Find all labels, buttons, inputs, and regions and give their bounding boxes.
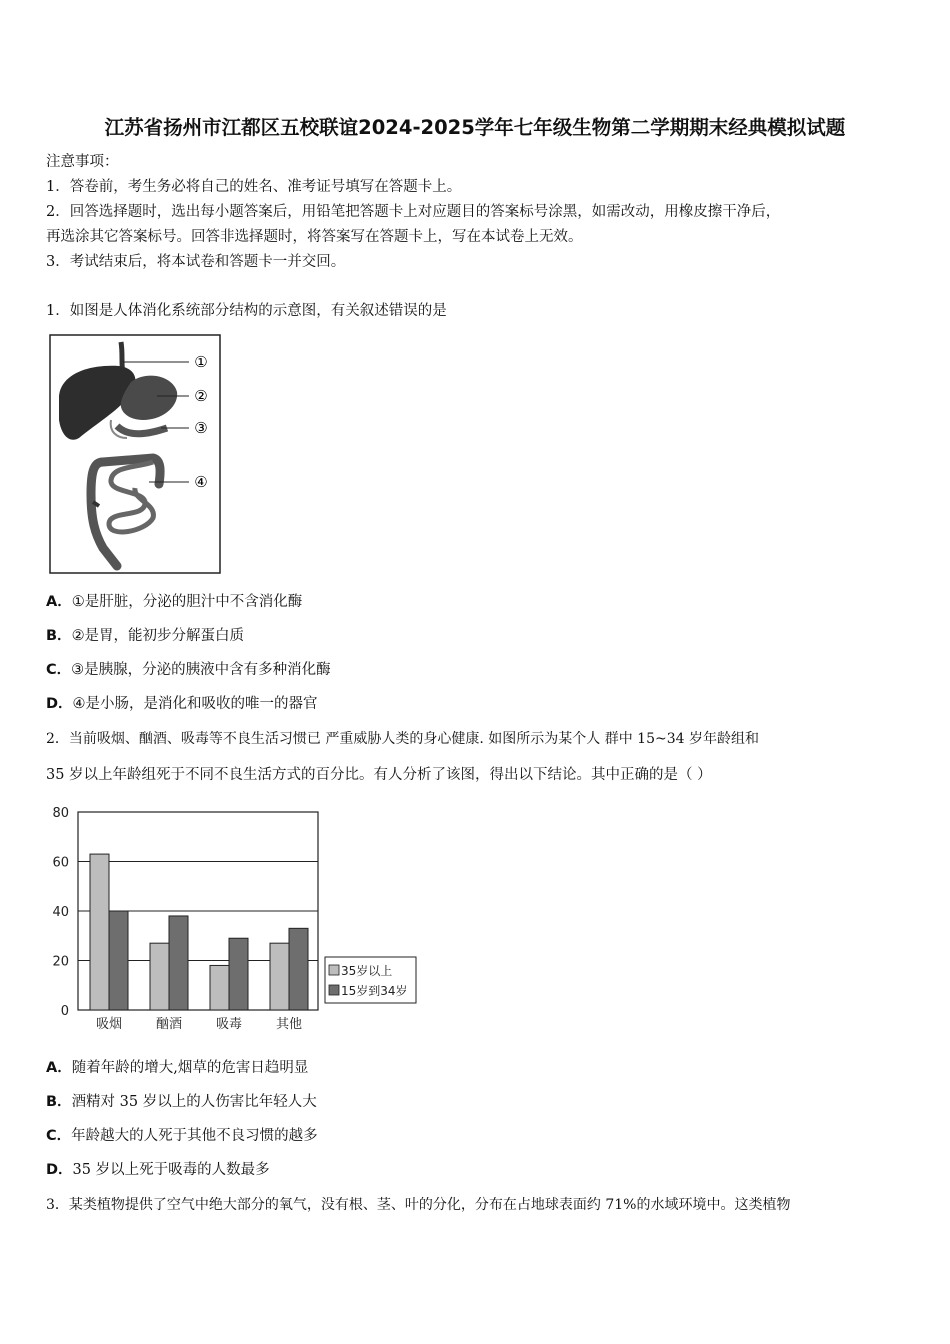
- y-tick-label: 0: [60, 1004, 69, 1019]
- digestive-system-figure: [49, 334, 221, 574]
- label-2: ②: [194, 387, 208, 405]
- x-tick-label: 吸烟: [95, 1017, 123, 1032]
- option-letter: B．: [46, 628, 72, 644]
- notice-item-2: 2．回答选择题时，选出每小题答案后，用铅笔把答题卡上对应题目的答案标号涂黑，如需改动，用橡皮擦干净后，: [46, 204, 781, 220]
- notice-heading: 注意事项：: [46, 154, 119, 170]
- x-tick-label: 其他: [275, 1017, 303, 1032]
- notice-item-1: 1．答卷前，考生务必将自己的姓名、准考证号填写在答题卡上。: [46, 179, 462, 195]
- legend-label: 15岁到34岁: [341, 984, 408, 998]
- option-text: 随着年龄的增大,烟草的危害日趋明显: [71, 1060, 309, 1076]
- label-4: ④: [194, 473, 208, 491]
- option-text: ③是胰腺，分泌的胰液中含有多种消化酶: [71, 662, 331, 678]
- legend-label: 35岁以上: [341, 964, 393, 978]
- option-text: ④是小肠，是消化和吸收的唯一的器官: [72, 696, 318, 712]
- bar: [109, 911, 128, 1010]
- option-text: 酒精对 35 岁以上的人伤害比年轻人大: [71, 1094, 317, 1110]
- bar: [150, 943, 169, 1010]
- label-1: ①: [194, 353, 208, 371]
- q1-option-b: [46, 626, 244, 646]
- bar: [169, 916, 188, 1010]
- bar: [289, 928, 308, 1010]
- option-letter: C．: [46, 662, 72, 678]
- notice-item-2-cont: 再选涂其它答案标号。回答非选择题时，将答案写在答题卡上，写在本试卷上无效。: [46, 229, 583, 245]
- option-text: 年龄越大的人死于其他不良习惯的越多: [71, 1128, 318, 1144]
- bar-chart: [40, 800, 430, 1040]
- x-tick-label: 吸毒: [215, 1017, 243, 1032]
- option-letter: D．: [46, 1162, 73, 1178]
- option-letter: A．: [46, 1060, 72, 1076]
- q2-option-a: [46, 1058, 308, 1078]
- y-tick-label: 60: [52, 855, 69, 871]
- y-tick-label: 80: [52, 806, 69, 821]
- q2-stem-line2: 35 岁以上年龄组死于不同不良生活方式的百分比。有人分析了该图，得出以下结论。其中正确的是（ ）: [46, 767, 712, 783]
- bar-chart-svg: [40, 800, 430, 1040]
- q2-option-c: [46, 1126, 318, 1146]
- q1-option-a: [46, 592, 302, 612]
- x-tick-label: 酗酒: [155, 1017, 183, 1032]
- legend-swatch: [329, 965, 339, 975]
- notice-item-3: 3．考试结束后，将本试卷和答题卡一并交回。: [46, 254, 346, 270]
- q2-option-d: [46, 1160, 270, 1180]
- q2-option-b: [46, 1092, 317, 1112]
- option-text: ①是肝脏，分泌的胆汁中不含消化酶: [71, 594, 303, 610]
- q1-option-c: [46, 660, 331, 680]
- y-tick-label: 40: [52, 905, 69, 920]
- option-text: 35 岁以上死于吸毒的人数最多: [72, 1162, 270, 1178]
- digestive-system-svg: [49, 334, 221, 574]
- option-text: ②是胃，能初步分解蛋白质: [71, 628, 245, 644]
- q1-stem: 1．如图是人体消化系统部分结构的示意图，有关叙述错误的是: [46, 303, 447, 319]
- q3-stem-line1: 3．某类植物提供了空气中绝大部分的氧气，没有根、茎、叶的分化，分布在占地球表面约 71%的水域环境中。这类植物: [46, 1197, 791, 1213]
- option-letter: C．: [46, 1128, 72, 1144]
- option-letter: B．: [46, 1094, 72, 1110]
- bar: [90, 854, 109, 1010]
- q1-option-d: [46, 694, 318, 714]
- label-3: ③: [194, 419, 208, 437]
- option-letter: A．: [46, 594, 72, 610]
- y-tick-label: 20: [52, 954, 69, 970]
- bar: [210, 965, 229, 1010]
- page-title: 江苏省扬州市江都区五校联谊2024-2025学年七年级生物第二学期期末经典模拟试题: [104, 116, 846, 139]
- legend-swatch: [329, 985, 339, 995]
- option-letter: D．: [46, 696, 73, 712]
- bar: [229, 938, 248, 1010]
- q2-stem-line1: 2．当前吸烟、酗酒、吸毒等不良生活习惯已 严重威胁人类的身心健康. 如图所示为某个人 群中 15~34 岁年龄组和: [46, 731, 759, 747]
- bar: [270, 943, 289, 1010]
